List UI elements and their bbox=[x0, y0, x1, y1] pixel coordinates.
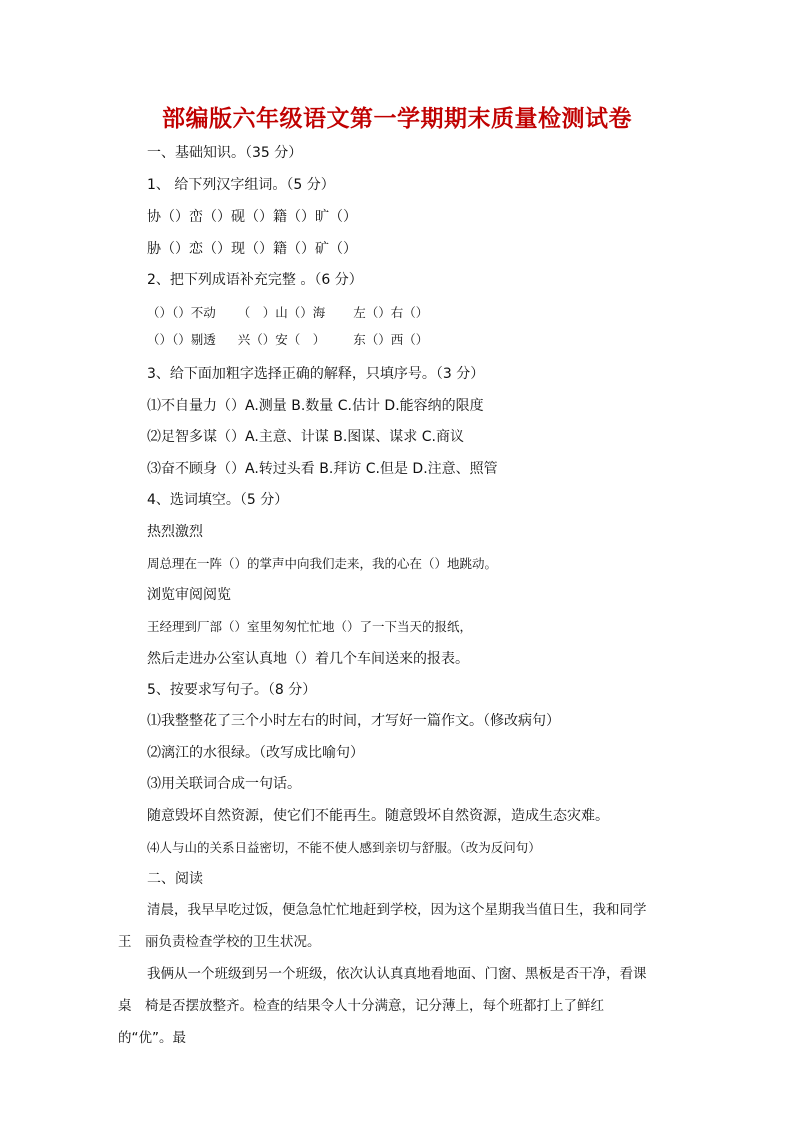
q4-words-1: 热烈激烈 bbox=[147, 524, 203, 540]
q3-heading: 3、给下面加粗字选择正确的解释，只填序号。（3 分） bbox=[147, 366, 485, 382]
q4-sentence-3: 然后走进办公室认真地（）着几个车间送来的报表。 bbox=[147, 651, 469, 667]
idiom-3: 左（）右（） bbox=[353, 305, 429, 320]
q2-row1 bbox=[147, 304, 428, 322]
q4-words-2: 浏览审阅阅览 bbox=[147, 587, 231, 603]
q4-heading: 4、选词填空。（5 分） bbox=[147, 492, 289, 508]
q1-row1: 协（）峦（）砚（）籍（）旷（） bbox=[147, 209, 357, 225]
q1-heading: 1、 给下列汉字组词。（5 分） bbox=[147, 177, 335, 193]
idiom-6: 东（）西（） bbox=[353, 332, 429, 347]
idiom-2: （ ）山（）海 bbox=[237, 305, 326, 320]
q5-item-3: ⑶用关联词合成一句话。 bbox=[147, 776, 301, 792]
section2-heading: 二、阅读 bbox=[147, 871, 203, 887]
exam-title: 部编版六年级语文第一学期期末质量检测试卷 bbox=[162, 105, 632, 132]
section1-heading: 一、基础知识。（35 分） bbox=[147, 145, 303, 161]
idiom-4: （）（）剔透 bbox=[147, 332, 216, 347]
q1-row2: 胁（）恋（）现（）籍（）矿（） bbox=[147, 241, 357, 257]
q5-heading: 5、按要求写句子。（8 分） bbox=[147, 682, 317, 698]
q5-item-5: ⑷人与山的关系日益密切，不能不使人感到亲切与舒服。（改为反问句） bbox=[147, 840, 541, 855]
q5-item-2: ⑵漓江的水很绿。（改写成比喻句） bbox=[147, 745, 364, 761]
q3-item-3: ⑶奋不顾身（）A.转过头看 B.拜访 C.但是 D.注意、照管 bbox=[147, 461, 498, 477]
reading-paragraph-1: 清晨，我早早吃过饭，便急急忙忙地赶到学校，因为这个星期我当值日生，我和同学王 丽负责检查学校的卫生状况。 bbox=[118, 902, 647, 950]
q3-item-1: ⑴不自量力（）A.测量 B.数量 C.估计 D.能容纳的限度 bbox=[147, 398, 484, 414]
q5-item-4: 随意毁坏自然资源，使它们不能再生。随意毁坏自然资源，造成生态灾难。 bbox=[147, 808, 609, 824]
idiom-1: （）（）不动 bbox=[147, 305, 216, 320]
idiom-5: 兴（）安（ ） bbox=[237, 332, 326, 347]
q3-item-2: ⑵足智多谋（）A.主意、计谋 B.图谋、谋求 C.商议 bbox=[147, 429, 464, 445]
q5-item-1: ⑴我整整花了三个小时左右的时间，才写好一篇作文。（修改病句） bbox=[147, 713, 560, 729]
q4-sentence-1: 周总理在一阵（）的掌声中向我们走来，我的心在（）地跳动。 bbox=[147, 556, 498, 571]
q2-heading: 2、把下列成语补充完整 。（6 分） bbox=[147, 272, 363, 288]
reading-paragraph-2: 我俩从一个班级到另一个班级，依次认认真真地看地面、门窗、黑板是否干净，看课桌 椅是否摆放整齐。检查的结果令人十分满意，记分薄上，每个班都打上了鲜红的“优”。最 bbox=[118, 966, 647, 1046]
q2-row2 bbox=[147, 331, 428, 349]
q4-sentence-2: 王经理到厂部（）室里匆匆忙忙地（）了一下当天的报纸， bbox=[147, 619, 473, 634]
